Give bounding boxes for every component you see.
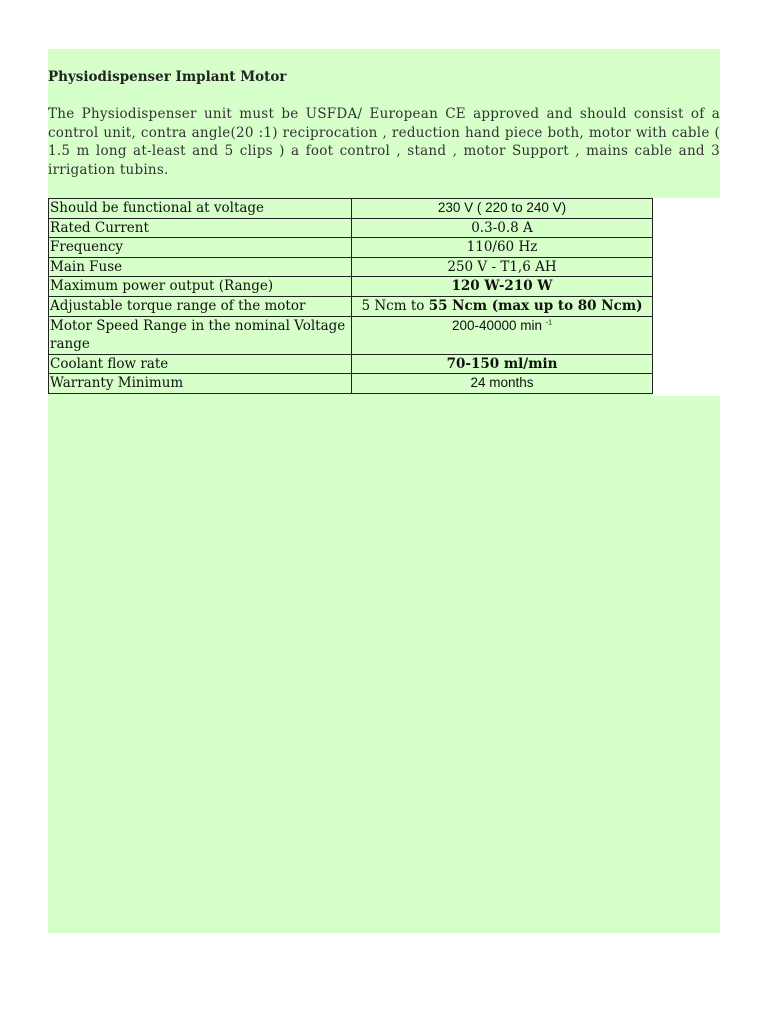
spec-value [352,316,653,354]
spec-parameter: Adjustable torque range of the motor [49,296,352,316]
table-row [49,257,653,277]
spec-value-superscript: -1 [545,319,553,327]
spec-value-prefix: 5 Ncm to [361,297,429,314]
spec-parameter: Motor Speed Range in the nominal Voltage range [49,316,352,354]
spec-value-emphasis: 55 Ncm (max up to 80 Ncm) [428,297,643,314]
spec-parameter: Rated Current [49,218,352,238]
document-heading: Physiodispenser Implant Motor [48,69,287,85]
spec-value: 70-150 ml/min [352,354,653,374]
spec-parameter: Frequency [49,238,352,258]
table-row [49,238,653,258]
table-row [49,374,653,394]
table-row [49,199,653,219]
spec-value [352,296,653,316]
spec-value: 0.3-0.8 A [352,218,653,238]
specifications-table [48,198,653,394]
spec-value: 120 W-210 W [352,277,653,297]
spec-value-main: 200-40000 min [451,317,543,333]
blank-column-area [653,198,720,396]
table-row [49,296,653,316]
spec-parameter: Coolant flow rate [49,354,352,374]
table-row [49,354,653,374]
table-row [49,277,653,297]
table-row [49,316,653,354]
table-row [49,218,653,238]
spec-parameter: Warranty Minimum [49,374,352,394]
spec-value: 24 months [352,374,653,394]
spec-parameter: Main Fuse [49,257,352,277]
document-page [48,49,720,933]
document-description: The Physiodispenser unit must be USFDA/ European CE approved and should consist of a control unit, contra angle(20 :1) reciprocation , reduction hand piece both, motor with cable ( 1.5 m long at-least and 5 clips ) a foot control , stand , motor Support , mains cable and 3 irrigation tubins. [48,106,720,179]
spec-value: 250 V - T1,6 AH [352,257,653,277]
spec-value: 110/60 Hz [352,238,653,258]
spec-parameter: Maximum power output (Range) [49,277,352,297]
spec-value: 230 V ( 220 to 240 V) [352,199,653,219]
spec-parameter: Should be functional at voltage [49,199,352,219]
